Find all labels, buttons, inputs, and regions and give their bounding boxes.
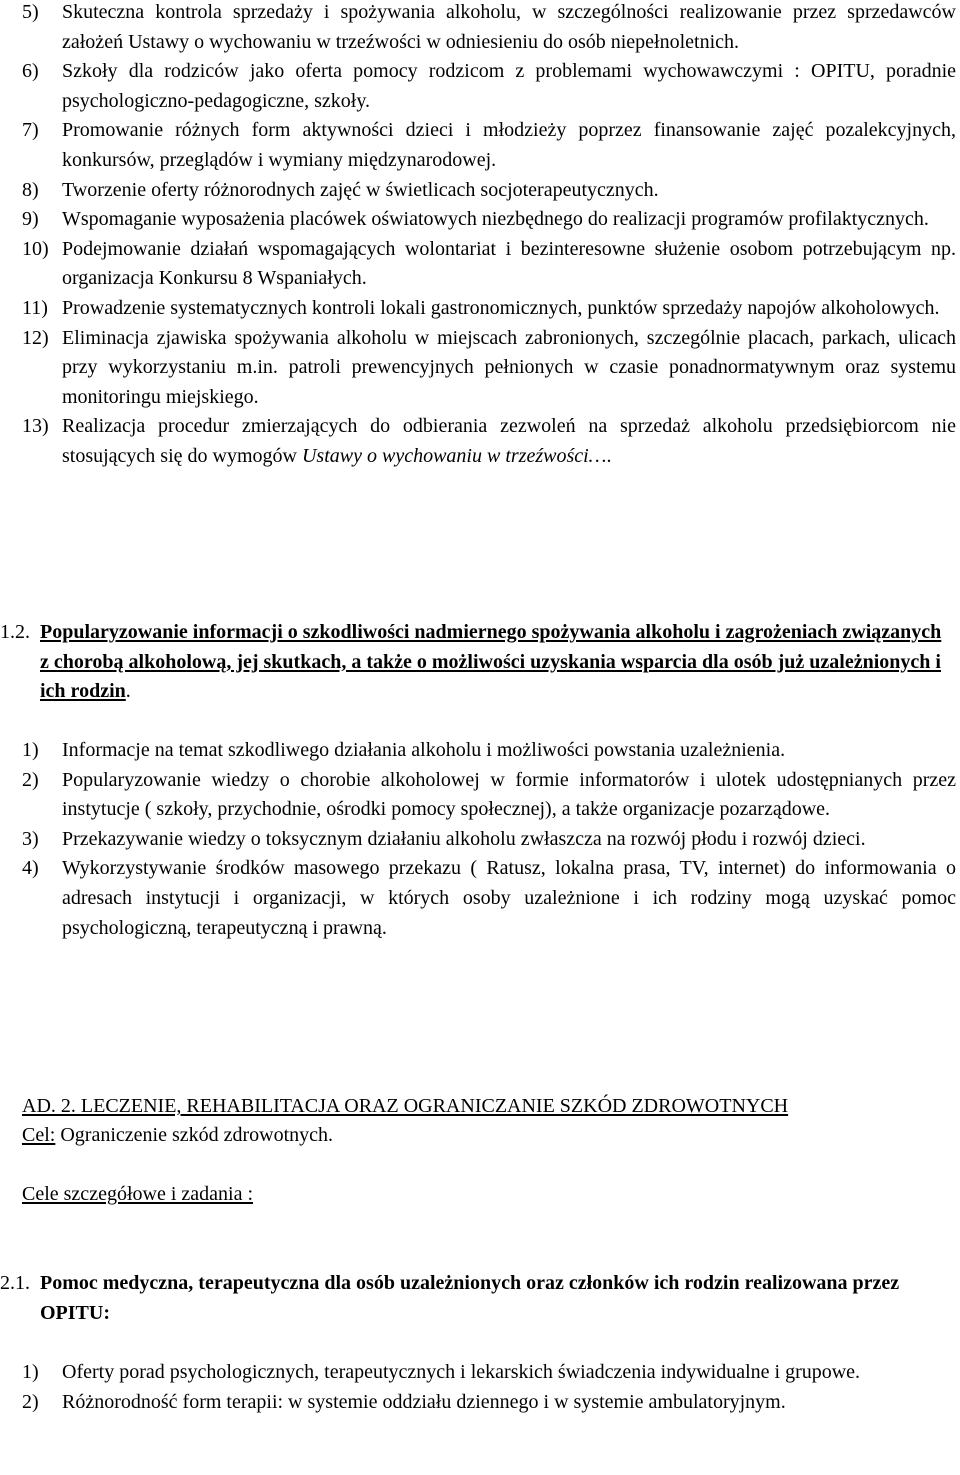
list-item-number: 12)	[22, 326, 49, 349]
list-item-number: 11)	[22, 296, 48, 319]
list-item-text: Prowadzenie systematycznych kontroli lokali gastronomicznych, punktów sprzedaży napojów alkoholowych.	[62, 296, 940, 319]
list-item	[0, 0, 960, 57]
list-item-text: Wykorzystywanie środków masowego przekazu ( Ratusz, lokalna prasa, TV, internet) do informowania o adresach instytucji i organizacji, w których osoby uzależnione i ich rodziny mogą uzyskać pomoc psychologiczną, terapeutyczną i prawną.	[62, 857, 956, 939]
list-item-number: 1)	[22, 1361, 39, 1383]
list-item-number: 7)	[22, 119, 39, 142]
list-item-number: 10)	[22, 237, 49, 260]
list-item	[0, 235, 960, 294]
list-item-text-main: Realizacja procedur zmierzających do odbierania zezwoleń na sprzedaż alkoholu przedsiębiorcom nie stosujących się do wymogów	[62, 415, 956, 467]
list-item-number: 4)	[22, 857, 39, 880]
list-item-text: Wspomaganie wyposażenia placówek oświatowych niezbędnego do realizacji programów profilaktycznych.	[62, 208, 929, 231]
list-item-text: Promowanie różnych form aktywności dzieci i młodzieży poprzez finansowanie zajęć pozalekcyjnych, konkursów, przeglądów i wymiany międzynarodowej.	[62, 119, 956, 171]
section-number: 2.1.	[0, 1272, 30, 1294]
list-item-number: 3)	[22, 827, 39, 850]
section-heading-2-1	[0, 1269, 960, 1328]
task-list-1-1	[0, 0, 960, 472]
law-title-italic: Ustawy o wychowaniu w trzeźwości…	[301, 444, 607, 467]
list-item-text: Tworzenie oferty różnorodnych zajęć w świetlicach socjoterapeutycznych.	[62, 178, 659, 201]
list-item-number: 2)	[22, 1390, 39, 1413]
list-item-text: Eliminacja zjawiska spożywania alkoholu w miejscach zabronionych, szczególnie placach, parkach, ulicach przy wykorzystaniu m.in. patroli prewencyjnych pełnionych w czasie ponadnormatywnym oraz systemu monitoringu miejskiego.	[62, 326, 956, 408]
list-item-number: 13)	[22, 415, 49, 438]
list-item	[0, 825, 960, 855]
task-list-1-2	[0, 736, 960, 943]
list-item	[0, 57, 960, 116]
ad2-heading	[22, 1092, 788, 1122]
list-item-number: 1)	[22, 739, 39, 761]
list-item	[0, 116, 960, 175]
ad2-heading-text: AD. 2. LECZENIE, REHABILITACJA ORAZ OGRANICZANIE SZKÓD ZDROWOTNYCH	[22, 1095, 789, 1117]
list-item-text: Różnorodność form terapii: w systemie oddziału dziennego i w systemie ambulatoryjnym.	[62, 1390, 786, 1413]
section-title-end: .	[125, 680, 131, 703]
list-item-text-end: .	[606, 444, 612, 467]
goal-text: Ograniczenie szkód zdrowotnych.	[55, 1124, 334, 1146]
list-item-text: Przekazywanie wiedzy o toksycznym działaniu alkoholu zwłaszcza na rozwój płodu i rozwój dzieci.	[62, 827, 866, 850]
list-item	[0, 412, 960, 471]
list-item-text	[62, 412, 960, 471]
list-item-text: Podejmowanie działań wspomagających wolontariat i bezinteresowne służenie osobom potrzebującym np. organizacja Konkursu 8 Wspaniałych.	[62, 237, 956, 290]
list-item	[0, 176, 960, 206]
list-item	[0, 294, 960, 324]
list-item	[0, 1358, 960, 1388]
section-title-underlined: Popularyzowanie informacji o szkodliwości nadmiernego spożywania alkoholu i zagrożeniach związanych z chorobą alkoholową, jej skutkach, a także o możliwości uzyskania wsparcia dla osób już uzależnionych i ich rodzin	[40, 621, 942, 703]
list-item-text: Szkoły dla rodziców jako oferta pomocy rodzicom z problemami wychowawczymi : OPITU, poradnie psychologiczno-pedagogiczne, szkoły.	[62, 60, 956, 112]
task-list-2-1	[0, 1358, 960, 1417]
list-item	[0, 766, 960, 825]
list-item	[0, 736, 960, 766]
list-item	[0, 324, 960, 413]
list-item-number: 9)	[22, 208, 39, 231]
list-item	[0, 1388, 960, 1418]
list-item-text: Popularyzowanie wiedzy o chorobie alkoholowej w formie informatorów i ulotek udostępnianych przez instytucje ( szkoły, przychodnie, ośrodki pomocy społecznej), a także organizacje pozarządowe.	[62, 768, 956, 821]
list-item-text: Oferty porad psychologicznych, terapeutycznych i lekarskich świadczenia indywidualne i grupowe.	[62, 1361, 861, 1383]
list-item-text: Informacje na temat szkodliwego działania alkoholu i możliwości powstania uzależnienia.	[62, 739, 786, 761]
section-title	[40, 618, 960, 707]
subgoals-label: Cele szczegółowe i zadania :	[22, 1183, 253, 1205]
list-item-text: Skuteczna kontrola sprzedaży i spożywania alkoholu, w szczególności realizowanie przez sprzedawców założeń Ustawy o wychowaniu w trzeźwości w odniesieniu do osób niepełnoletnich.	[62, 1, 956, 53]
list-item-number: 8)	[22, 178, 39, 201]
section-heading-1-2	[0, 618, 960, 707]
section-number: 1.2.	[0, 621, 30, 643]
section-title: Pomoc medyczna, terapeutyczna dla osób uzależnionych oraz członków ich rodzin realizowana przez OPITU:	[40, 1272, 900, 1324]
list-item	[0, 205, 960, 235]
goal-line	[22, 1121, 333, 1151]
list-item-number: 5)	[22, 1, 39, 23]
list-item-number: 6)	[22, 60, 39, 83]
goal-label: Cel:	[22, 1124, 56, 1146]
list-item-number: 2)	[22, 768, 39, 791]
list-item	[0, 854, 960, 943]
subgoals-line	[22, 1180, 253, 1210]
